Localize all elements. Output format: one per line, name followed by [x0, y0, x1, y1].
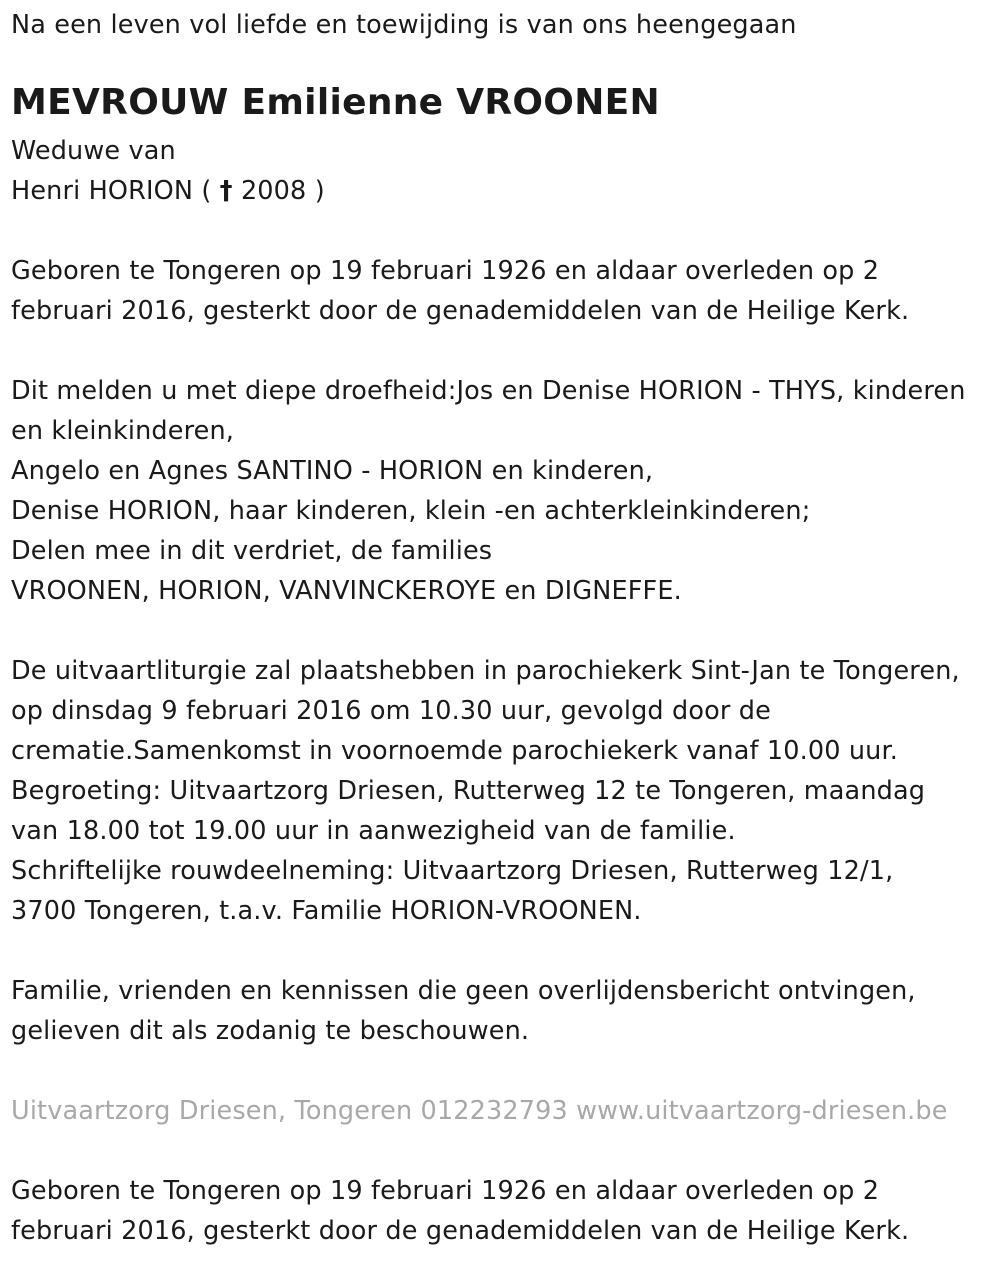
closing-paragraph [11, 971, 990, 1051]
spouse-name: Henri HORION [11, 176, 194, 206]
cross-icon: † [219, 176, 233, 206]
mourners-line: en kleinkinderen, [11, 416, 235, 446]
service-line: Schriftelijke rouwdeelneming: Uitvaartzorg Driesen, Rutterweg 12/1, [11, 856, 894, 886]
service-paragraph [11, 651, 990, 931]
birth-line: Geboren te Tongeren op 19 februari 1926 en aldaar overleden op 2 [11, 1176, 880, 1206]
service-line: Begroeting: Uitvaartzorg Driesen, Rutterweg 12 te Tongeren, maandag [11, 776, 926, 806]
funeral-home-contact: Uitvaartzorg Driesen, Tongeren 012232793 www.uitvaartzorg-driesen.be [11, 1096, 948, 1126]
service-line: 3700 Tongeren, t.a.v. Familie HORION-VROONEN. [11, 896, 642, 926]
service-line: op dinsdag 9 februari 2016 om 10.30 uur, gevolgd door de [11, 696, 771, 726]
widow-label: Weduwe van [11, 136, 176, 166]
service-line: van 18.00 tot 19.00 uur in aanwezigheid van de familie. [11, 816, 736, 846]
intro-line: Na een leven vol liefde en toewijding is van ons heengegaan [11, 10, 797, 40]
mourners-line: Angelo en Agnes SANTINO - HORION en kinderen, [11, 456, 654, 486]
birth-paragraph-repeat [11, 1171, 990, 1251]
service-line: De uitvaartliturgie zal plaatshebben in parochiekerk Sint-Jan te Tongeren, [11, 656, 960, 686]
birth-paragraph [11, 251, 990, 331]
spouse-open-paren: ( [201, 176, 220, 206]
mourners-line: Denise HORION, haar kinderen, klein -en achterkleinkinderen; [11, 496, 811, 526]
spouse-death-year: 2008 [240, 176, 307, 206]
mourners-line: VROONEN, HORION, VANVINCKEROYE en DIGNEFFE. [11, 576, 682, 606]
closing-line: gelieven dit als zodanig te beschouwen. [11, 1016, 530, 1046]
mourners-paragraph [11, 371, 990, 611]
spouse-close-paren: ) [306, 176, 325, 206]
birth-line: Geboren te Tongeren op 19 februari 1926 en aldaar overleden op 2 [11, 256, 880, 286]
mourners-line: Dit melden u met diepe droefheid:Jos en Denise HORION - THYS, kinderen [11, 376, 966, 406]
mourners-line: Delen mee in dit verdriet, de families [11, 536, 493, 566]
birth-line: februari 2016, gesterkt door de genademiddelen van de Heilige Kerk. [11, 296, 910, 326]
spouse-block [11, 131, 990, 211]
spouse-line [11, 171, 990, 211]
service-line: crematie.Samenkomst in voornoemde parochiekerk vanaf 10.00 uur. [11, 736, 899, 766]
closing-line: Familie, vrienden en kennissen die geen overlijdensbericht ontvingen, [11, 976, 916, 1006]
deceased-name: MEVROUW Emilienne VROONEN [11, 82, 660, 123]
death-notice [0, 5, 1000, 1251]
birth-line: februari 2016, gesterkt door de genademiddelen van de Heilige Kerk. [11, 1216, 910, 1246]
